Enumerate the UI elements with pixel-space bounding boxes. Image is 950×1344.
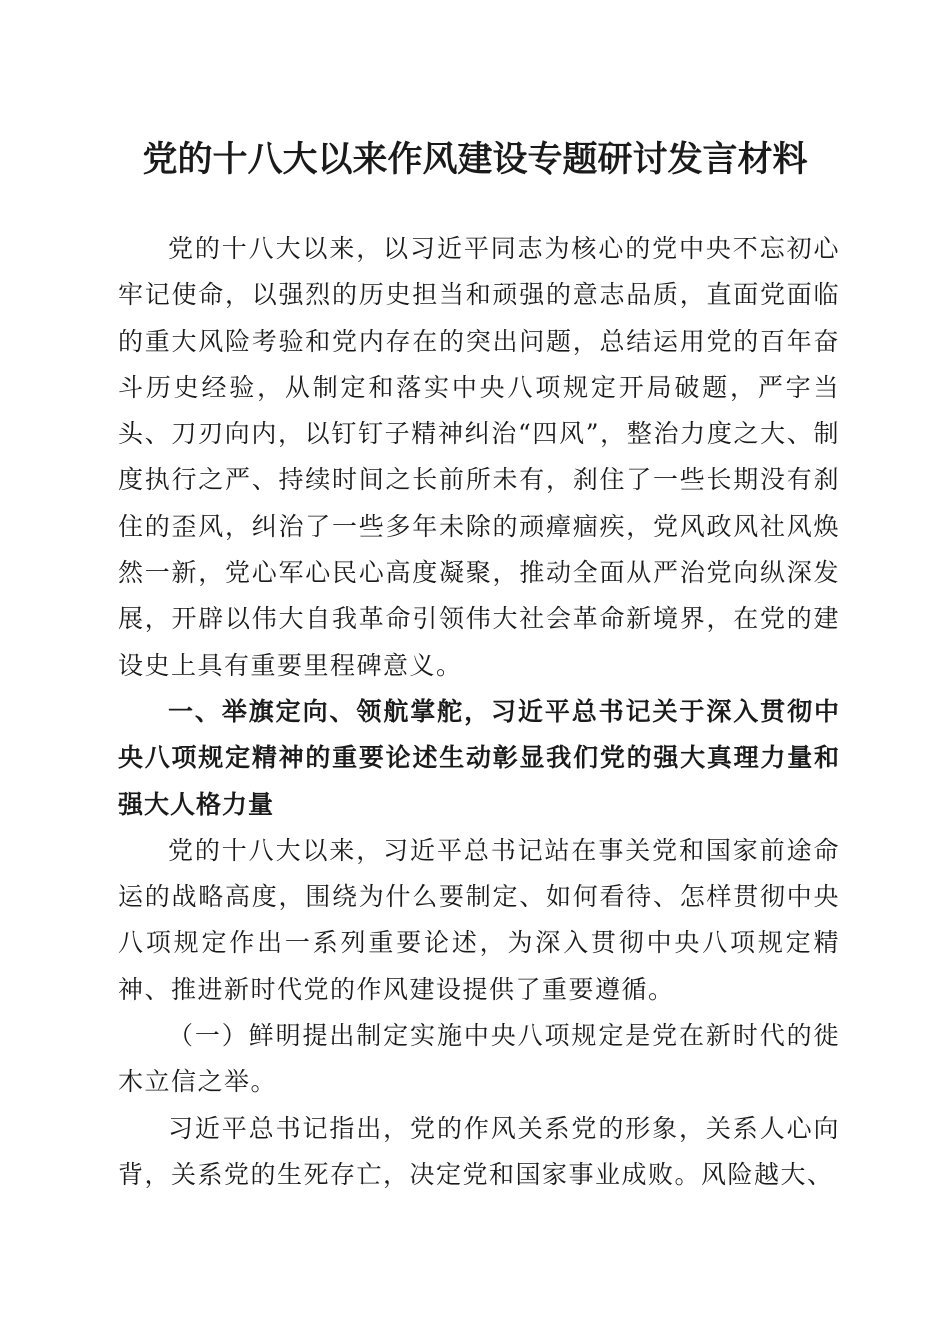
section-1-paragraph: 党的十八大以来，习近平总书记站在事关党和国家前途命运的战略高度，围绕为什么要制定、如何看待、怎样贯彻中央八项规定作出一系列重要论述，为深入贯彻中央八项规定精神、推进新时代党的作风建设提供了重要遵循。 (118, 835, 840, 1004)
intro-paragraph: 党的十八大以来，以习近平同志为核心的党中央不忘初心牢记使命，以强烈的历史担当和顽强的意志品质，直面党面临的重大风险考验和党内存在的突出问题，总结运用党的百年奋斗历史经验，从制定和落实中央八项规定开局破题，严字当头、刀刃向内，以钉钉子精神纠治“四风”，整治力度之大、制度执行之严、持续时间之长前所未有，刹住了一些长期没有刹住的歪风，纠治了一些多年未除的顽瘴痼疾，党风政风社风焕然一新，党心军心民心高度凝聚，推动全面从严治党向纵深发展，开辟以伟大自我革命引领伟大社会革命新境界，在党的建设史上具有重要里程碑意义。 (118, 234, 840, 680)
document-body (118, 226, 840, 1198)
section-heading-1: 一、举旗定向、领航掌舵，习近平总书记关于深入贯彻中央八项规定精神的重要论述生动彰显我们党的强大真理力量和强大人格力量 (118, 696, 840, 819)
subsection-heading-1: （一）鲜明提出制定实施中央八项规定是党在新时代的徙木立信之举。 (118, 1021, 840, 1097)
document-title: 党的十八大以来作风建设专题研讨发言材料 (142, 139, 808, 180)
subsection-1-paragraph: 习近平总书记指出，党的作风关系党的形象，关系人心向背，关系党的生死存亡，决定党和国家事业成败。风险越大、 (118, 1113, 840, 1189)
